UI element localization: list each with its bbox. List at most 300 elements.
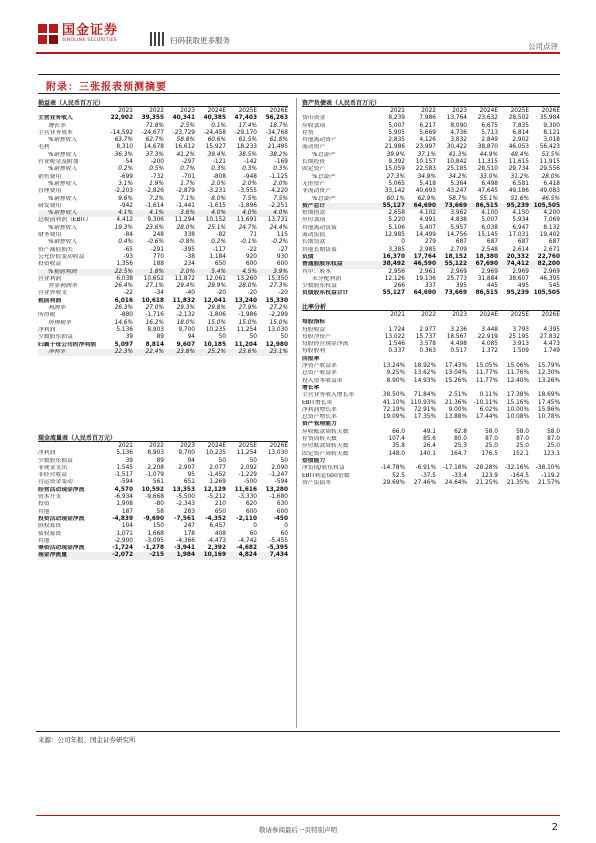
ratio-analysis-table <box>302 312 560 487</box>
value-cell: 0.517 <box>450 348 467 355</box>
table-row <box>38 305 288 312</box>
row-label: 回报率 <box>302 355 320 362</box>
value-cell: 27.3% <box>386 173 405 180</box>
value-cell: 5,220 <box>388 217 405 224</box>
row-label: 公允价值变动收益 <box>38 253 85 260</box>
value-cell: -23,729 <box>172 129 195 136</box>
value-cell: 14,678 <box>143 144 164 151</box>
header-label-cell <box>302 108 374 115</box>
value-cell: 12,985 <box>384 232 405 239</box>
header-divider <box>36 52 560 54</box>
table-row <box>38 509 288 516</box>
table-row <box>302 443 560 450</box>
value-cell: 21.35% <box>506 479 529 486</box>
value-cell: 10.00% <box>506 406 529 413</box>
value-cell: 43,247 <box>446 188 467 195</box>
value-cell: 105,505 <box>533 202 560 209</box>
table-row <box>38 458 288 465</box>
value-cell: 16,370 <box>382 253 405 260</box>
value-cell: 13,240 <box>234 297 257 304</box>
value-cell: 15.16% <box>506 399 529 406</box>
row-label: 经营活动现金净流 <box>38 486 85 493</box>
value-cell: 11.76% <box>506 370 529 377</box>
value-cell: 11.77% <box>475 377 498 384</box>
value-cell: -142 <box>243 159 257 166</box>
value-cell: -2,203 <box>114 188 133 195</box>
page-header <box>0 0 596 56</box>
value-cell: 4.0% <box>273 210 288 217</box>
value-cell: -4,682 <box>236 545 257 552</box>
table-row <box>38 472 288 479</box>
value-cell: 46.5% <box>541 195 560 202</box>
value-cell: 2.977 <box>419 326 436 333</box>
year-header-cell: 2021 <box>390 108 405 114</box>
value-cell: 7,434 <box>269 552 288 559</box>
value-cell: 0 <box>253 523 257 530</box>
value-cell: -17.18% <box>442 465 467 472</box>
value-cell: 56,263 <box>265 115 288 122</box>
value-cell: 2.51% <box>448 392 467 399</box>
value-cell: 21.25% <box>475 479 498 486</box>
table-row <box>302 166 560 173</box>
value-cell: 188 <box>152 261 164 268</box>
value-cell: 9,700 <box>178 450 195 457</box>
table-row <box>302 480 560 487</box>
value-cell: -1,247 <box>269 472 288 479</box>
value-cell: 13,731 <box>267 217 288 224</box>
row-label: %销售收入 <box>48 166 77 173</box>
row-label: 其他 <box>38 508 50 515</box>
value-cell: 71 <box>249 232 257 239</box>
table-row <box>38 144 288 151</box>
value-cell: 58.7% <box>448 195 467 202</box>
value-cell: 15.06% <box>506 363 529 370</box>
row-label: 净利润 <box>38 326 56 333</box>
value-cell <box>374 458 405 465</box>
table-row <box>38 276 288 283</box>
value-cell: -1,680 <box>269 494 288 501</box>
table-row <box>302 451 560 458</box>
value-cell: 920 <box>245 253 257 260</box>
value-cell: 107.4 <box>388 436 405 443</box>
value-cell: 62.8 <box>454 428 467 435</box>
value-cell <box>529 319 560 326</box>
value-cell: 2,548 <box>481 246 498 253</box>
value-cell <box>529 421 560 428</box>
table-row <box>38 349 288 356</box>
value-cell: 41.2% <box>176 151 195 158</box>
row-label: 总资产增长率 <box>302 414 337 421</box>
value-cell: 12,041 <box>203 297 226 304</box>
row-label: 非现金支出 <box>38 464 67 471</box>
value-cell: 60 <box>280 530 288 537</box>
value-cell: 22,760 <box>537 253 560 260</box>
year-header-cell: 2024E <box>479 312 498 318</box>
row-label: 资产减值损失 <box>38 246 73 253</box>
value-cell: 24.7% <box>238 224 257 231</box>
value-cell: 23.6% <box>145 224 164 231</box>
row-label: 投资 <box>38 501 50 508</box>
row-label: 每股经营现金净流 <box>302 341 349 348</box>
value-cell: 2.0% <box>242 180 257 187</box>
value-cell: 0.11% <box>479 392 498 399</box>
table-row <box>302 232 560 239</box>
value-cell: 48.4% <box>510 151 529 158</box>
row-label: 每股收益 <box>302 326 326 333</box>
table-row <box>302 414 560 421</box>
value-cell: 7.1% <box>180 195 195 202</box>
value-cell: 1.546 <box>388 341 405 348</box>
row-label: 固定资产周转天数 <box>302 450 349 457</box>
table-row <box>302 407 560 414</box>
value-cell: 0 <box>401 239 405 246</box>
cash-flow-table <box>38 443 288 560</box>
value-cell: 15,145 <box>477 232 498 239</box>
table-row <box>38 239 288 246</box>
value-cell: 6,498 <box>481 180 498 187</box>
value-cell: -7,561 <box>174 515 195 522</box>
value-cell: 8,903 <box>147 326 164 333</box>
row-label: %销售收入 <box>48 180 77 187</box>
value-cell: 0.4% <box>118 239 133 246</box>
row-label: 资产管理能力 <box>302 421 337 428</box>
value-cell: 5.4% <box>211 268 226 275</box>
value-cell: 50 <box>218 334 226 341</box>
value-cell: 495 <box>517 283 529 290</box>
value-cell: -2,343 <box>176 501 195 508</box>
qr-code-icon[interactable] <box>150 32 164 46</box>
value-cell: 23.1% <box>269 348 288 355</box>
value-cell: -9,668 <box>145 494 164 501</box>
table-row <box>302 290 560 297</box>
value-cell: 2,614 <box>512 246 529 253</box>
value-cell: 28.0% <box>238 283 257 290</box>
value-cell: 15,927 <box>205 144 226 151</box>
value-cell: 89 <box>156 334 164 341</box>
value-cell: 178 <box>183 530 195 537</box>
table-row <box>302 203 560 210</box>
row-label: 短期借款 <box>302 210 326 217</box>
value-cell: 2,969 <box>543 268 560 275</box>
table-row <box>302 123 560 130</box>
value-cell: 7.2% <box>149 195 164 202</box>
value-cell: 87.0 <box>516 436 529 443</box>
value-cell: 29,734 <box>508 166 529 173</box>
value-cell: -6,934 <box>114 494 133 501</box>
value-cell: -3,941 <box>174 545 195 552</box>
value-cell: 18.0% <box>176 319 195 326</box>
value-cell: 39,355 <box>141 115 164 122</box>
table-row <box>38 283 288 290</box>
value-cell: 15.0% <box>207 319 226 326</box>
value-cell: -1,716 <box>145 312 164 319</box>
value-cell: 17.35% <box>413 414 436 421</box>
table-row <box>302 400 560 407</box>
table-row <box>302 327 560 334</box>
value-cell: -38 <box>185 253 195 260</box>
value-cell: 12.40% <box>506 377 529 384</box>
table-row <box>38 181 288 188</box>
row-label: 毛利 <box>38 144 50 151</box>
value-cell: 110.93% <box>410 399 436 406</box>
value-cell: 0.363 <box>419 348 436 355</box>
table-row <box>302 247 560 254</box>
value-cell: 8,239 <box>388 115 405 122</box>
value-cell: 1,356 <box>116 261 133 268</box>
table-row <box>38 479 288 486</box>
value-cell: 19.09% <box>382 414 405 421</box>
table-row <box>38 232 288 239</box>
value-cell: 17,764 <box>413 253 436 260</box>
value-cell: 3.913 <box>512 341 529 348</box>
value-cell: 3.236 <box>450 326 467 333</box>
year-header-cell: 2022 <box>421 108 436 114</box>
value-cell: 58.8% <box>176 137 195 144</box>
value-cell: 58 <box>156 508 164 515</box>
table-row <box>302 276 560 283</box>
table-row <box>38 247 288 254</box>
value-cell: -500 <box>243 479 257 486</box>
value-cell: 8.0% <box>211 195 226 202</box>
value-cell: 17.4% <box>238 122 257 129</box>
value-cell: 61.5% <box>238 137 257 144</box>
value-cell: -82 <box>216 232 226 239</box>
income-title: 损益表（人民币百万元） <box>38 98 288 107</box>
value-cell: 53.5% <box>541 151 560 158</box>
value-cell: 1.749 <box>543 348 560 355</box>
value-cell: 6.02% <box>479 406 498 413</box>
value-cell: 63.7% <box>114 137 133 144</box>
row-label: 归属于母公司的净利润 <box>38 341 96 348</box>
value-cell: 6,581 <box>512 180 529 187</box>
table-row <box>38 290 288 297</box>
value-cell: 13.022 <box>384 333 405 340</box>
table-row <box>38 152 288 159</box>
value-cell <box>405 356 436 363</box>
value-cell: 34.9% <box>417 173 436 180</box>
value-cell: -699 <box>119 173 133 180</box>
table-row <box>302 261 560 268</box>
value-cell: -450 <box>273 515 288 522</box>
value-cell: -0.6% <box>147 239 164 246</box>
year-header-cell: 2023 <box>452 108 467 114</box>
value-cell: 15.86% <box>537 406 560 413</box>
value-cell: 600 <box>276 508 288 515</box>
value-cell: 5,407 <box>419 224 436 231</box>
value-cell <box>374 356 405 363</box>
value-cell: -0.8% <box>178 239 195 246</box>
table-row <box>302 115 560 122</box>
value-cell: 29.3% <box>176 305 195 312</box>
value-cell: 2,709 <box>450 246 467 253</box>
row-label: 研发费用 <box>38 202 62 209</box>
value-cell: -1,441 <box>176 202 195 209</box>
value-cell: 650 <box>214 261 226 268</box>
year-header-cell: 2026E <box>541 312 560 318</box>
value-cell: 28,510 <box>477 166 498 173</box>
table-header-row <box>302 108 560 115</box>
value-cell: 0.3% <box>242 166 257 173</box>
year-header-cell: 2025E <box>238 108 257 114</box>
value-cell: 4.1% <box>118 210 133 217</box>
value-cell: 11,915 <box>539 159 560 166</box>
value-cell <box>467 458 498 465</box>
header-label-cell <box>38 108 102 115</box>
value-cell: -0.1% <box>240 239 257 246</box>
value-cell: 73,669 <box>444 202 467 209</box>
value-cell: 2.0% <box>180 268 195 275</box>
value-cell: 25.2% <box>207 348 226 355</box>
value-cell: 50 <box>249 457 257 464</box>
value-cell: 6,217 <box>419 122 436 129</box>
value-cell: -3,555 <box>238 188 257 195</box>
value-cell: -5,500 <box>176 494 195 501</box>
value-cell: 17.38% <box>506 392 529 399</box>
year-header-cell: 2021 <box>390 312 405 318</box>
value-cell: 27.3% <box>269 283 288 290</box>
year-header-cell: 2026E <box>269 443 288 449</box>
value-cell: 0.3% <box>273 166 288 173</box>
value-cell: 27.832 <box>539 333 560 340</box>
value-cell: 22.4% <box>145 348 164 355</box>
value-cell: 38,870 <box>477 144 498 151</box>
value-cell: -1,452 <box>207 472 226 479</box>
value-cell: 71.84% <box>413 392 436 399</box>
value-cell: 4.1% <box>149 210 164 217</box>
value-cell <box>405 385 436 392</box>
table-row <box>38 320 288 327</box>
value-cell: 26.4 <box>423 443 436 450</box>
value-cell: -200 <box>150 159 164 166</box>
value-cell: 9,607 <box>176 341 195 348</box>
table-row <box>38 450 288 457</box>
row-label: 财务费用 <box>38 232 62 239</box>
value-cell: 39 <box>125 457 133 464</box>
value-cell: 95,239 <box>506 202 529 209</box>
value-cell: 71.8% <box>145 122 164 129</box>
column-divider <box>296 98 297 728</box>
value-cell: 11,691 <box>236 217 257 224</box>
value-cell: 4,126 <box>419 137 436 144</box>
row-label: 股权募资 <box>38 523 62 530</box>
value-cell: 4,824 <box>238 552 257 559</box>
value-cell: 123.1 <box>543 450 560 457</box>
value-cell: 67,690 <box>475 261 498 268</box>
row-label: 投入资本收益率 <box>302 377 343 384</box>
value-cell: 3,962 <box>450 210 467 217</box>
table-row <box>302 378 560 385</box>
row-label: 每股净资产 <box>302 333 331 340</box>
value-cell: -2,879 <box>176 188 195 195</box>
value-cell: -1,896 <box>238 202 257 209</box>
value-cell: -54 <box>123 159 133 166</box>
value-cell: -701 <box>181 173 195 180</box>
value-cell: 4,102 <box>419 210 436 217</box>
value-cell: 19.3% <box>114 224 133 231</box>
value-cell: 445 <box>486 283 498 290</box>
value-cell: -34,768 <box>265 129 288 136</box>
value-cell: -1,615 <box>207 202 226 209</box>
value-cell: 10,235 <box>205 450 226 457</box>
value-cell: 1,071 <box>116 530 133 537</box>
value-cell: 87.0 <box>547 436 560 443</box>
value-cell: 23.8% <box>176 348 195 355</box>
value-cell: 22,583 <box>415 166 436 173</box>
value-cell: -20 <box>247 290 257 297</box>
year-header-cell: 2022 <box>421 312 436 318</box>
year-header-cell: 2025E <box>510 312 529 318</box>
value-cell: 10,842 <box>446 159 467 166</box>
value-cell: 210 <box>214 501 226 508</box>
row-label: 净利润增长率 <box>302 406 337 413</box>
value-cell: 8,132 <box>543 224 560 231</box>
value-cell: 26.4% <box>114 283 133 290</box>
value-cell: 18.69% <box>537 392 560 399</box>
value-cell: 2.0% <box>273 180 288 187</box>
value-cell: 15,330 <box>265 297 288 304</box>
row-label: 存货周转天数 <box>302 436 337 443</box>
row-label: 营业利润 <box>38 275 62 282</box>
value-cell: 8,121 <box>543 129 560 136</box>
value-cell: 0.2% <box>211 239 226 246</box>
value-cell: 3.448 <box>481 326 498 333</box>
row-label: 所得税 <box>38 312 56 319</box>
value-cell: -33.4 <box>452 472 467 479</box>
value-cell: 74,412 <box>506 261 529 268</box>
year-header-cell: 2025E <box>238 443 257 449</box>
value-cell <box>374 421 405 428</box>
value-cell: 8,903 <box>147 450 164 457</box>
value-cell: 6,457 <box>209 523 226 530</box>
row-label: 每股股利 <box>302 348 326 355</box>
value-cell <box>498 319 529 326</box>
balance-sheet-table <box>302 108 560 298</box>
value-cell: 13.62% <box>413 370 436 377</box>
table-row <box>302 392 560 399</box>
value-cell: 283 <box>183 508 195 515</box>
value-cell: 60 <box>249 530 257 537</box>
value-cell: 2,658 <box>388 210 405 217</box>
value-cell <box>467 421 498 428</box>
value-cell: -2,299 <box>269 312 288 319</box>
table-row <box>302 385 560 392</box>
value-cell: 10,185 <box>203 341 226 348</box>
value-cell: 6,947 <box>512 224 529 231</box>
value-cell: 7,835 <box>512 122 529 129</box>
ratio-title: 比率分析 <box>302 302 560 311</box>
value-cell: -5,455 <box>269 537 288 544</box>
table-row <box>302 458 560 465</box>
value-cell: 2.5% <box>180 122 195 129</box>
value-cell: 17.45% <box>537 399 560 406</box>
value-cell: 13,030 <box>267 450 288 457</box>
value-cell: -2,132 <box>176 312 195 319</box>
source-divider <box>36 731 560 732</box>
row-label: %总资产 <box>312 195 335 202</box>
table-row <box>302 473 560 480</box>
value-cell: 3,832 <box>450 137 467 144</box>
value-cell: 1.372 <box>481 348 498 355</box>
value-cell: 4.0% <box>242 210 257 217</box>
value-cell <box>529 458 560 465</box>
value-cell: 5,364 <box>450 180 467 187</box>
value-cell: 1,184 <box>209 253 226 260</box>
value-cell: 17.43% <box>444 363 467 370</box>
value-cell: 46,053 <box>508 144 529 151</box>
value-cell: 3.578 <box>419 341 436 348</box>
value-cell <box>529 385 560 392</box>
value-cell: 12,980 <box>265 341 288 348</box>
